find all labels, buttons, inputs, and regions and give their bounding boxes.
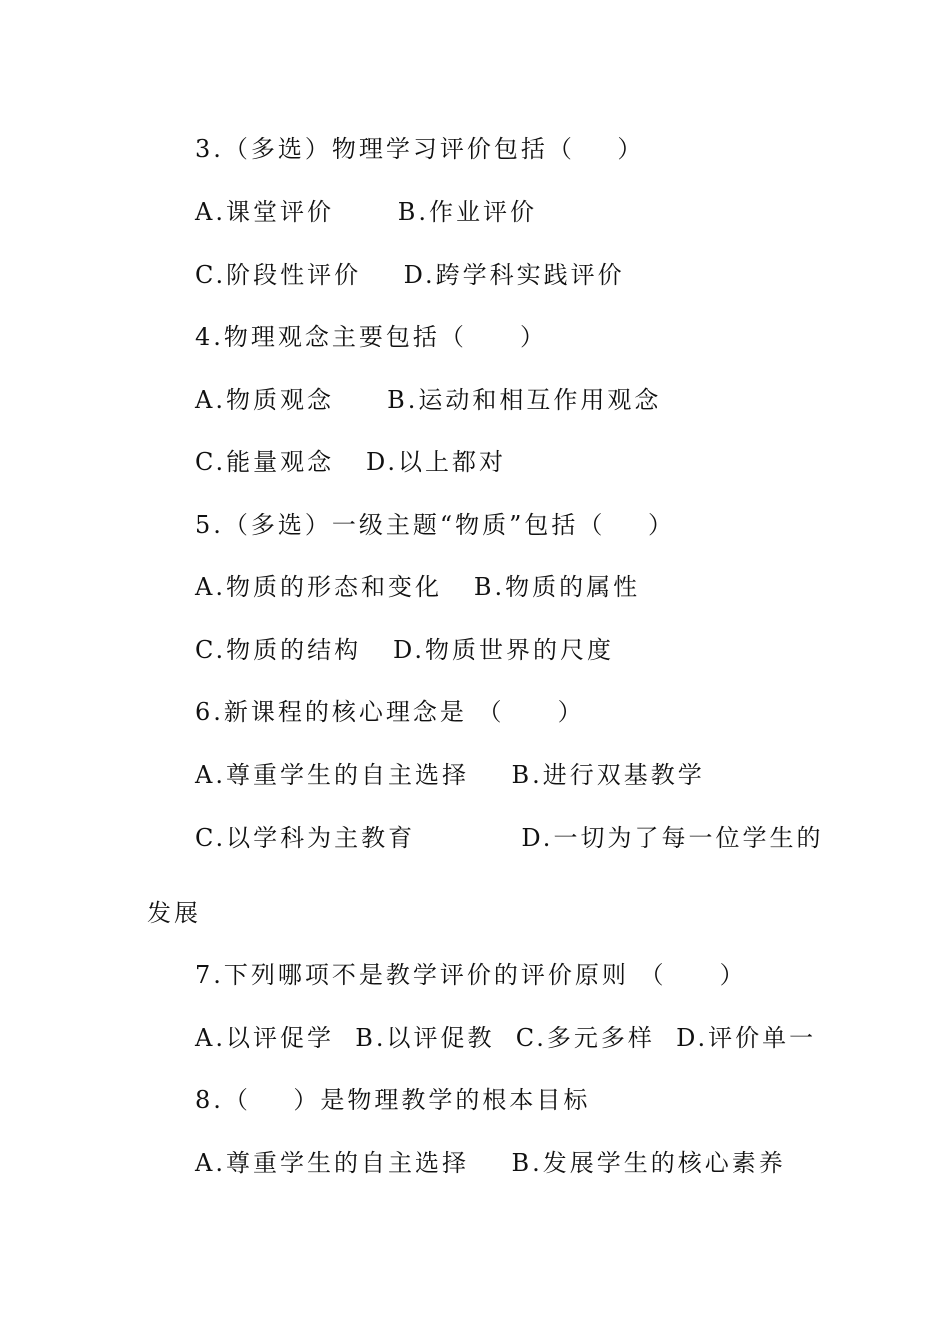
question-5-options-ab: A.物质的形态和变化 B.物质的属性 [195,573,641,601]
question-4-stem: 4.物理观念主要包括（ ） [195,323,548,351]
question-6-options-ab: A.尊重学生的自主选择 B.进行双基教学 [195,761,705,789]
question-4-options-cd: C.能量观念 D.以上都对 [195,448,507,476]
question-3-options-ab: A.课堂评价 B.作业评价 [195,198,537,226]
question-6-stem: 6.新课程的核心理念是 （ ） [195,698,585,726]
question-7-stem: 7.下列哪项不是教学评价的评价原则 （ ） [195,961,747,989]
question-5-options-cd: C.物质的结构 D.物质世界的尺度 [195,636,615,664]
question-3-options-cd: C.阶段性评价 D.跨学科实践评价 [195,261,625,289]
question-5-stem: 5.（多选）一级主题“物质”包括（ ） [195,511,675,539]
question-8-options-ab: A.尊重学生的自主选择 B.发展学生的核心素养 [195,1149,786,1177]
question-7-options: A.以评促学 B.以评促教 C.多元多样 D.评价单一 [195,1024,817,1052]
question-8-stem: 8.（ ）是物理教学的根本目标 [195,1086,591,1114]
question-6-options-cd: C.以学科为主教育 D.一切为了每一位学生的 [195,824,824,852]
question-6-option-d-continuation: 发展 [147,899,201,927]
question-4-options-ab: A.物质观念 B.运动和相互作用观念 [195,386,662,414]
question-3-stem: 3.（多选）物理学习评价包括（ ） [195,135,645,163]
